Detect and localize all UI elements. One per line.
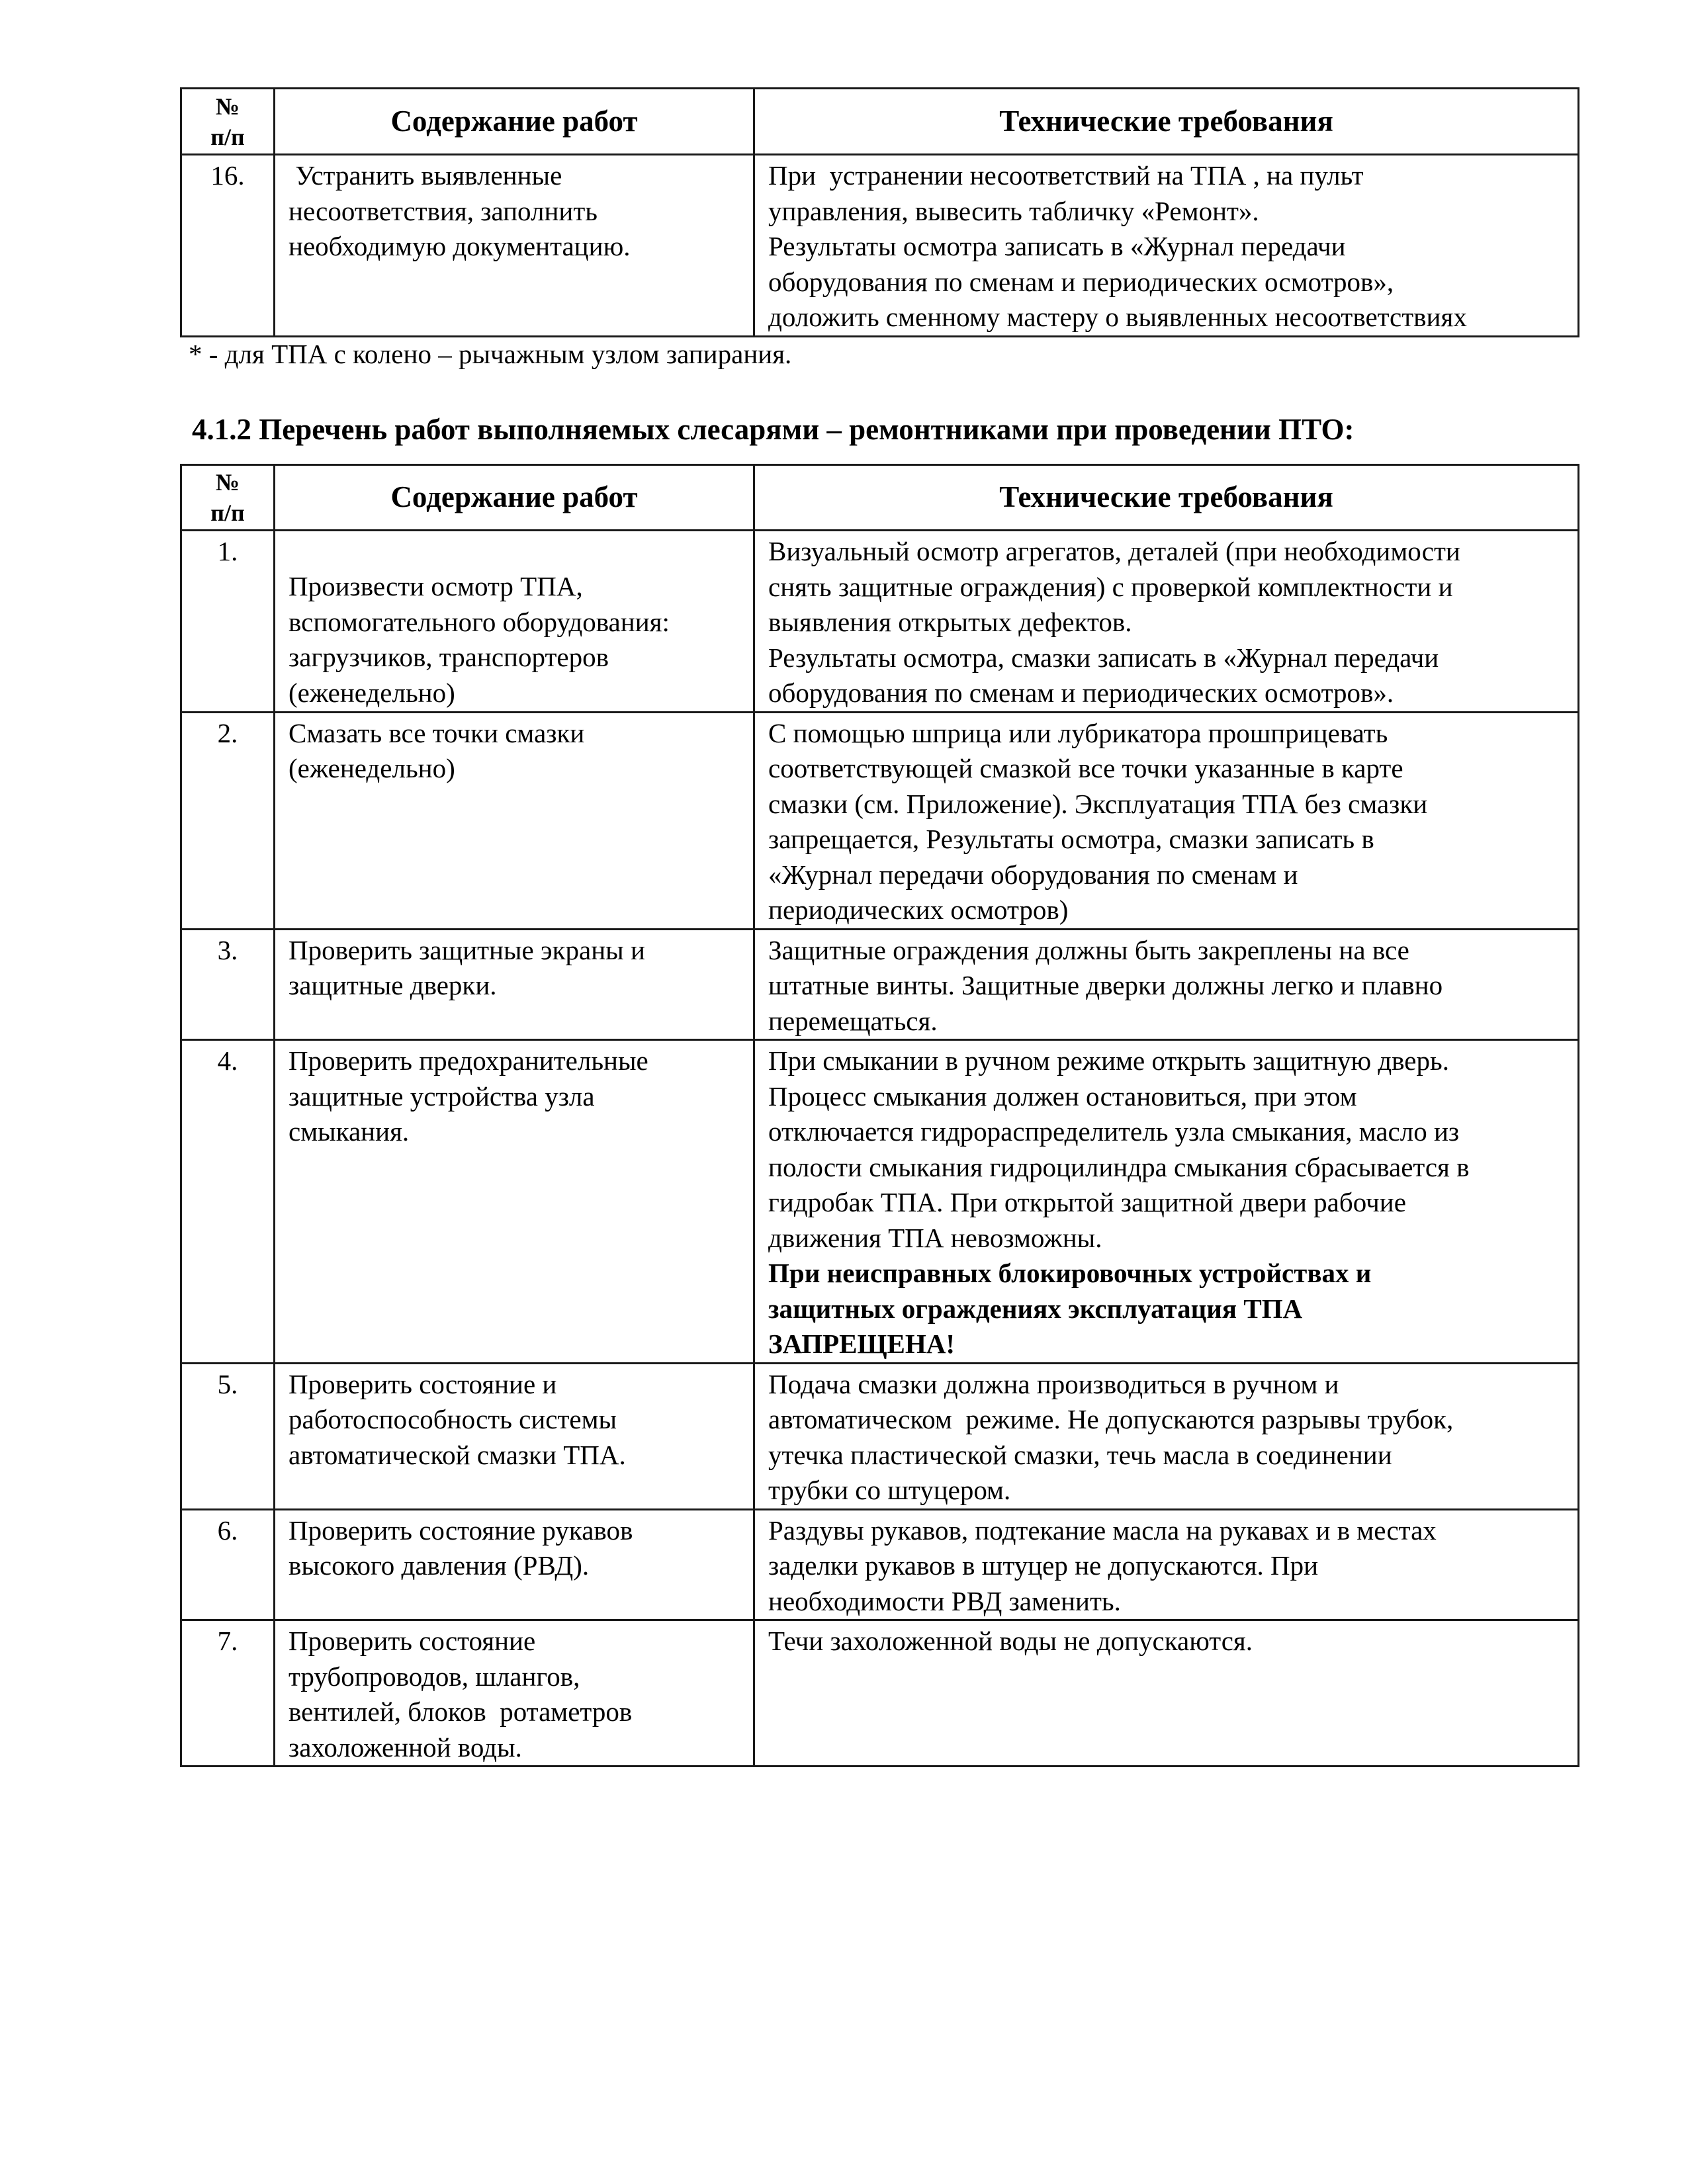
row-number: 16. — [181, 155, 275, 337]
cell-line: штатные винты. Защитные дверки должны легко и плавно — [768, 970, 1443, 1000]
cell-line: При устранении несоответствий на ТПА , на пульт — [768, 160, 1364, 191]
cell-line: Устранить выявленные — [289, 160, 562, 191]
cell-line: оборудования по сменам и периодических осмотров». — [768, 677, 1394, 708]
header-number-symbol: № — [215, 93, 240, 120]
table-row — [181, 155, 1579, 337]
cell-line: (еженедельно) — [289, 677, 455, 708]
cell-line: снять защитные ограждения) с проверкой комплектности и — [768, 571, 1453, 602]
row-number: 4. — [181, 1040, 275, 1364]
row-number: 2. — [181, 712, 275, 929]
table-row — [181, 1363, 1579, 1509]
cell-line: вентилей, блоков ротаметров — [289, 1696, 633, 1727]
work-content-cell — [275, 1509, 754, 1620]
cell-line: смазки (см. Приложение). Эксплуатация ТПА без смазки — [768, 788, 1428, 819]
cell-line: (еженедельно) — [289, 753, 455, 783]
tech-requirements-cell — [754, 1363, 1579, 1509]
cell-line: При смыкании в ручном режиме открыть защитную дверь. — [768, 1045, 1449, 1076]
header-number-abbrev: п/п — [210, 123, 245, 150]
cell-line: выявления открытых дефектов. — [768, 607, 1132, 637]
cell-line: Процесс смыкания должен остановиться, при этом — [768, 1080, 1357, 1112]
cell-line: Раздувы рукавов, подтекание масла на рукавах и в местах — [768, 1514, 1437, 1546]
cell-line: Проверить состояние — [289, 1626, 536, 1656]
cell-line: работоспособность системы — [289, 1404, 617, 1434]
cell-line: вспомогательного оборудования: — [289, 606, 670, 637]
cell-line: необходимости РВД заменить. — [768, 1585, 1121, 1616]
table-row — [181, 531, 1579, 713]
table-row — [181, 929, 1579, 1040]
cell-spacer — [289, 534, 741, 569]
work-content-cell — [275, 1040, 754, 1364]
warning-line: ЗАПРЕЩЕНА! — [768, 1329, 955, 1359]
header-number — [181, 465, 275, 531]
cell-line: Смазать все точки смазки — [289, 717, 585, 748]
cell-line: защитные устройства узла — [289, 1080, 595, 1112]
row-number: 7. — [181, 1620, 275, 1767]
cell-line: Произвести осмотр ТПА, — [289, 571, 583, 601]
header-tech-requirements: Технические требования — [754, 89, 1579, 155]
footnote: * - для ТПА с колено – рычажным узлом запирания. — [189, 339, 792, 369]
work-content-cell — [275, 531, 754, 713]
cell-line: доложить сменному мастеру о выявленных несоответствиях — [768, 302, 1467, 332]
header-number — [181, 89, 275, 155]
cell-line: запрещается, Результаты осмотра, смазки записать в — [768, 824, 1374, 854]
header-number-abbrev: п/п — [210, 500, 245, 526]
cell-line: Проверить состояние рукавов — [289, 1514, 633, 1546]
cell-line: управления, вывесить табличку «Ремонт». — [768, 195, 1259, 226]
table-header-row — [181, 465, 1579, 531]
table-row — [181, 1509, 1579, 1620]
cell-line: захоложенной воды. — [289, 1731, 522, 1763]
cell-line: Проверить состояние и — [289, 1368, 557, 1399]
cell-line: Течи захоложенной воды не допускаются. — [768, 1626, 1253, 1656]
cell-line: Результаты осмотра записать в «Журнал передачи — [768, 231, 1346, 261]
tech-requirements-cell — [754, 531, 1579, 713]
cell-line: Результаты осмотра, смазки записать в «Журнал передачи — [768, 642, 1439, 673]
cell-line: утечка пластической смазки, течь масла в соединении — [768, 1439, 1392, 1470]
cell-line: Проверить предохранительные — [289, 1045, 648, 1076]
cell-line: трубки со штуцером. — [768, 1475, 1011, 1505]
cell-line: оборудования по сменам и периодических осмотров», — [768, 266, 1394, 297]
cell-line: необходимую документацию. — [289, 231, 631, 261]
cell-line: смыкания. — [289, 1116, 410, 1147]
cell-line: полости смыкания гидроцилиндра смыкания сбрасывается в — [768, 1151, 1470, 1182]
header-tech-requirements: Технические требования — [754, 465, 1579, 531]
table-row — [181, 1040, 1579, 1364]
cell-line: Визуальный осмотр агрегатов, деталей (при необходимости — [768, 536, 1460, 566]
cell-line: С помощью шприца или лубрикатора прошприцевать — [768, 717, 1388, 748]
section-heading: 4.1.2 Перечень работ выполняемых слесарями – ремонтниками при проведении ПТО: — [192, 413, 1355, 446]
header-number-symbol: № — [215, 469, 240, 496]
cell-line: Подача смазки должна производиться в ручном и — [768, 1368, 1339, 1399]
work-table-continuation — [180, 87, 1579, 337]
warning-line: защитных ограждениях эксплуатация ТПА — [768, 1293, 1303, 1324]
cell-line: заделки рукавов в штуцер не допускаются. При — [768, 1550, 1319, 1581]
work-content-cell — [275, 155, 754, 337]
warning-line: При неисправных блокировочных устройствах и — [768, 1258, 1372, 1288]
row-number: 3. — [181, 929, 275, 1040]
cell-line: автоматическом режиме. Не допускаются разрывы трубок, — [768, 1404, 1454, 1434]
row-number: 1. — [181, 531, 275, 713]
tech-requirements-cell — [754, 1040, 1579, 1364]
work-table-pto — [180, 464, 1579, 1767]
cell-line: Проверить защитные экраны и — [289, 934, 645, 965]
tech-requirements-cell — [754, 1509, 1579, 1620]
cell-line: защитные дверки. — [289, 970, 497, 1000]
tech-requirements-cell — [754, 712, 1579, 929]
tech-requirements-cell — [754, 929, 1579, 1040]
table-header-row — [181, 89, 1579, 155]
cell-line: гидробак ТПА. При открытой защитной двери рабочие — [768, 1187, 1406, 1217]
cell-line: перемещаться. — [768, 1005, 938, 1036]
cell-line: Защитные ограждения должны быть закреплены на все — [768, 934, 1409, 965]
cell-line: соответствующей смазкой все точки указанные в карте — [768, 753, 1403, 783]
tech-requirements-cell — [754, 1620, 1579, 1767]
cell-line: загрузчиков, транспортеров — [289, 642, 609, 672]
tech-requirements-cell — [754, 155, 1579, 337]
cell-line: трубопроводов, шлангов, — [289, 1661, 580, 1692]
cell-line: автоматической смазки ТПА. — [289, 1439, 626, 1470]
row-number: 6. — [181, 1509, 275, 1620]
cell-line: периодических осмотров) — [768, 895, 1069, 925]
table-row — [181, 1620, 1579, 1767]
header-work-content: Содержание работ — [275, 89, 754, 155]
cell-line: несоответствия, заполнить — [289, 195, 598, 226]
row-number: 5. — [181, 1363, 275, 1509]
header-work-content: Содержание работ — [275, 465, 754, 531]
work-content-cell — [275, 1620, 754, 1767]
work-content-cell — [275, 712, 754, 929]
work-content-cell — [275, 929, 754, 1040]
cell-line: высокого давления (РВД). — [289, 1550, 590, 1581]
cell-line: отключается гидрораспределитель узла смыкания, масло из — [768, 1116, 1460, 1147]
table-row — [181, 712, 1579, 929]
cell-line: движения ТПА невозможны. — [768, 1222, 1102, 1253]
work-content-cell — [275, 1363, 754, 1509]
cell-line: «Журнал передачи оборудования по сменам и — [768, 859, 1298, 890]
